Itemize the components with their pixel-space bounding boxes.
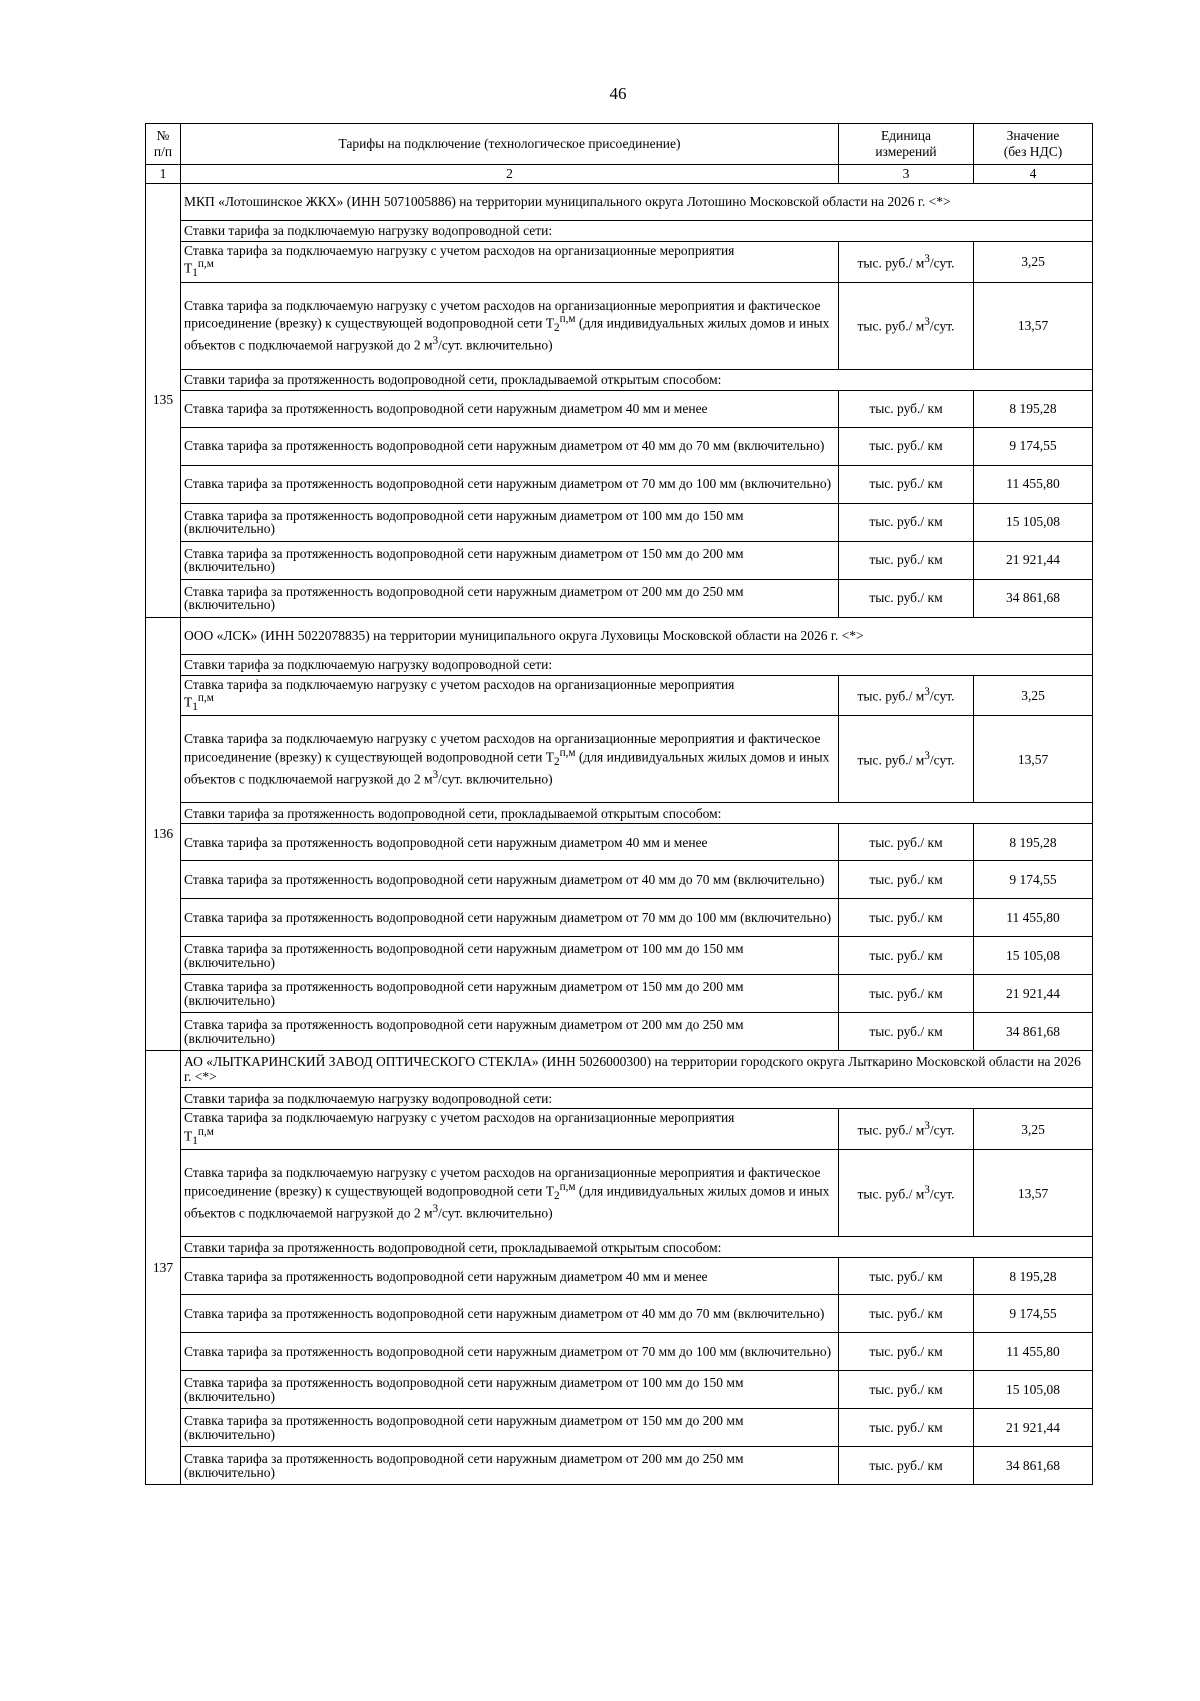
unit-cell: тыс. руб./ км [839,541,974,579]
rate-text: Ставка тарифа за подключаемую нагрузку с учетом расходов на организационные мероприятия [184,676,735,692]
value-cell: 8 195,28 [974,824,1093,861]
rate-description: Ставка тарифа за протяженность водопроводной сети наружным диаметром от 70 мм до 100 мм (включительно) [181,899,839,937]
table-row [146,1258,1093,1295]
unit-text: /сут. [929,255,955,271]
section-title: Ставки тарифа за подключаемую нагрузку водопроводной сети: [181,220,1093,241]
value-cell: 13,57 [974,716,1093,803]
rate-text: /сут. включительно) [438,771,553,787]
value-cell: 15 105,08 [974,1371,1093,1409]
value-cell: 3,25 [974,675,1093,716]
rate-description: Ставка тарифа за протяженность водопроводной сети наружным диаметром 40 мм и менее [181,824,839,861]
group-header-row [146,617,1093,654]
unit-text: /сут. [929,688,955,704]
value-cell: 11 455,80 [974,1333,1093,1371]
rate-description: Ставка тарифа за протяженность водопроводной сети наружным диаметром от 100 мм до 150 мм (включительно) [181,1371,839,1409]
row-number: 137 [146,1051,181,1485]
table-row [146,716,1093,803]
unit-superscript: 3 [924,686,930,699]
section-row [146,803,1093,824]
unit-cell: тыс. руб./ км [839,503,974,541]
unit-cell [839,716,974,803]
rate-description: Ставка тарифа за протяженность водопроводной сети наружным диаметром от 100 мм до 150 мм (включительно) [181,503,839,541]
table-row [146,465,1093,503]
unit-cell: тыс. руб./ км [839,1258,974,1295]
unit-text: тыс. руб./ м [857,1186,925,1202]
section-row [146,369,1093,390]
rate-description [181,1109,839,1150]
section-title: Ставки тарифа за протяженность водопроводной сети, прокладываемой открытым способом: [181,369,1093,390]
value-cell: 21 921,44 [974,1409,1093,1447]
rate-description [181,241,839,282]
value-cell: 3,25 [974,1109,1093,1150]
unit-cell: тыс. руб./ км [839,975,974,1013]
table-row [146,1333,1093,1371]
unit-superscript: 3 [924,316,930,329]
table-row [146,579,1093,617]
rate-text: (для индивидуальных жилых домов и иных объектов с подключаемой нагрузкой до 2 м [184,749,830,787]
table-row [146,675,1093,716]
rate-superscript: п,м [559,747,576,760]
column-number: 4 [974,165,1093,184]
section-row [146,654,1093,675]
rate-description: Ставка тарифа за протяженность водопроводной сети наружным диаметром от 200 мм до 250 мм (включительно) [181,1013,839,1051]
table-body [146,183,1093,1485]
unit-cell [839,1109,974,1150]
unit-cell: тыс. руб./ км [839,1295,974,1333]
unit-cell [839,282,974,369]
table-row [146,241,1093,282]
rate-symbol: Т [184,1128,193,1144]
value-cell: 9 174,55 [974,1295,1093,1333]
rate-subscript: 2 [553,322,560,335]
section-title: Ставки тарифа за протяженность водопроводной сети, прокладываемой открытым способом: [181,803,1093,824]
unit-cell [839,1150,974,1237]
column-number: 2 [181,165,839,184]
unit-text: /сут. [929,1186,955,1202]
value-cell: 15 105,08 [974,937,1093,975]
table-row [146,1409,1093,1447]
unit-cell: тыс. руб./ км [839,861,974,899]
unit-superscript: 3 [432,769,439,782]
rate-description: Ставка тарифа за протяженность водопроводной сети наружным диаметром от 40 мм до 70 мм (включительно) [181,1295,839,1333]
table-row [146,937,1093,975]
header-name: Тарифы на подключение (технологическое присоединение) [181,124,839,165]
unit-cell: тыс. руб./ км [839,427,974,465]
table-row [146,427,1093,465]
rate-text: /сут. включительно) [438,1205,553,1221]
rate-description: Ставка тарифа за протяженность водопроводной сети наружным диаметром от 70 мм до 100 мм (включительно) [181,465,839,503]
unit-cell: тыс. руб./ км [839,465,974,503]
section-row [146,220,1093,241]
table-row [146,899,1093,937]
organization-title: ООО «ЛСК» (ИНН 5022078835) на территории муниципального округа Луховицы Московской области на 2026 г. <*> [181,617,1093,654]
unit-cell: тыс. руб./ км [839,579,974,617]
rate-superscript: п,м [559,1180,576,1193]
unit-superscript: 3 [924,1184,930,1197]
rate-subscript: 1 [192,267,198,280]
value-cell: 34 861,68 [974,1447,1093,1485]
rate-symbol: Т [184,260,193,276]
rate-superscript: п,м [559,313,576,326]
rate-description: Ставка тарифа за протяженность водопроводной сети наружным диаметром от 70 мм до 100 мм (включительно) [181,1333,839,1371]
column-number: 1 [146,165,181,184]
unit-cell: тыс. руб./ км [839,899,974,937]
section-title: Ставки тарифа за протяженность водопроводной сети, прокладываемой открытым способом: [181,1237,1093,1258]
table-row [146,503,1093,541]
section-title: Ставки тарифа за подключаемую нагрузку водопроводной сети: [181,1088,1093,1109]
rate-text: Ставка тарифа за подключаемую нагрузку с учетом расходов на организационные мероприятия [184,1110,735,1126]
rate-description: Ставка тарифа за протяженность водопроводной сети наружным диаметром от 200 мм до 250 мм (включительно) [181,1447,839,1485]
value-cell: 11 455,80 [974,465,1093,503]
unit-cell [839,675,974,716]
unit-text: /сут. [929,752,955,768]
rate-description: Ставка тарифа за протяженность водопроводной сети наружным диаметром от 150 мм до 200 мм (включительно) [181,541,839,579]
unit-text: тыс. руб./ м [857,255,925,271]
section-title: Ставки тарифа за подключаемую нагрузку водопроводной сети: [181,654,1093,675]
unit-cell: тыс. руб./ км [839,390,974,427]
rate-symbol: Т [184,694,193,710]
value-cell: 15 105,08 [974,503,1093,541]
table-row [146,1150,1093,1237]
rate-description: Ставка тарифа за протяженность водопроводной сети наружным диаметром от 200 мм до 250 мм (включительно) [181,579,839,617]
unit-cell: тыс. руб./ км [839,1371,974,1409]
table-row [146,861,1093,899]
rate-description: Ставка тарифа за протяженность водопроводной сети наружным диаметром от 150 мм до 200 мм (включительно) [181,1409,839,1447]
unit-superscript: 3 [924,1120,930,1133]
rate-text: Ставка тарифа за подключаемую нагрузку с учетом расходов на организационные мероприятия [184,242,735,258]
rate-description [181,716,839,803]
tariff-table [145,123,1093,1485]
table-row [146,541,1093,579]
table-row [146,1447,1093,1485]
group-header-row [146,1051,1093,1088]
value-cell: 11 455,80 [974,899,1093,937]
unit-cell: тыс. руб./ км [839,937,974,975]
unit-cell: тыс. руб./ км [839,1409,974,1447]
table-row [146,1109,1093,1150]
rate-superscript: п,м [197,1126,214,1139]
unit-superscript: 3 [432,1203,439,1216]
unit-text: тыс. руб./ м [857,688,925,704]
unit-superscript: 3 [924,750,930,763]
rate-text: (для индивидуальных жилых домов и иных объектов с подключаемой нагрузкой до 2 м [184,315,830,353]
value-cell: 13,57 [974,1150,1093,1237]
table-row [146,390,1093,427]
value-cell: 3,25 [974,241,1093,282]
rate-text: (для индивидуальных жилых домов и иных объектов с подключаемой нагрузкой до 2 м [184,1183,830,1221]
table-row [146,282,1093,369]
group-header-row [146,183,1093,220]
unit-text: /сут. [929,318,955,334]
unit-text: тыс. руб./ м [857,318,925,334]
rate-description [181,675,839,716]
rate-description: Ставка тарифа за протяженность водопроводной сети наружным диаметром от 40 мм до 70 мм (включительно) [181,427,839,465]
unit-text: /сут. [929,1122,955,1138]
rate-description [181,1150,839,1237]
value-cell: 21 921,44 [974,975,1093,1013]
unit-cell [839,241,974,282]
table-row [146,824,1093,861]
unit-text: тыс. руб./ м [857,752,925,768]
table-header-row [146,124,1093,165]
page-number: 46 [609,84,627,103]
value-cell: 9 174,55 [974,427,1093,465]
column-number-row [146,165,1093,184]
row-number: 136 [146,617,181,1051]
unit-cell: тыс. руб./ км [839,1333,974,1371]
table-row [146,1295,1093,1333]
rate-text: Ставка тарифа за подключаемую нагрузку с учетом расходов на организационные мероприятия и фактическое присоединение (врезку) к существующей водопроводной сети Т [184,731,821,765]
rate-superscript: п,м [197,692,214,705]
rate-text: Ставка тарифа за подключаемую нагрузку с учетом расходов на организационные мероприятия и фактическое присоединение (врезку) к существующей водопроводной сети Т [184,1165,821,1199]
unit-cell: тыс. руб./ км [839,1013,974,1051]
unit-text: тыс. руб./ м [857,1122,925,1138]
rate-text: Ставка тарифа за подключаемую нагрузку с учетом расходов на организационные мероприятия и фактическое присоединение (врезку) к существующей водопроводной сети Т [184,297,821,331]
value-cell: 34 861,68 [974,579,1093,617]
rate-subscript: 1 [192,1135,198,1148]
unit-superscript: 3 [924,252,930,265]
row-number: 135 [146,183,181,617]
rate-description: Ставка тарифа за протяженность водопроводной сети наружным диаметром 40 мм и менее [181,1258,839,1295]
rate-text: /сут. включительно) [438,337,553,353]
rate-description: Ставка тарифа за протяженность водопроводной сети наружным диаметром от 100 мм до 150 мм (включительно) [181,937,839,975]
organization-title: АО «ЛЫТКАРИНСКИЙ ЗАВОД ОПТИЧЕСКОГО СТЕКЛА» (ИНН 5026000300) на территории городского округа Лыткарино Московской области на 2026 г. <*> [181,1051,1093,1088]
column-number: 3 [839,165,974,184]
header-unit: Единица измерений [839,124,974,165]
rate-description: Ставка тарифа за протяженность водопроводной сети наружным диаметром от 40 мм до 70 мм (включительно) [181,861,839,899]
organization-title: МКП «Лотошинское ЖКХ» (ИНН 5071005886) на территории муниципального округа Лотошино Московской области на 2026 г. <*> [181,183,1093,220]
section-row [146,1088,1093,1109]
rate-subscript: 2 [553,756,560,769]
rate-description [181,282,839,369]
table-row [146,1013,1093,1051]
value-cell: 34 861,68 [974,1013,1093,1051]
value-cell: 8 195,28 [974,1258,1093,1295]
header-num: № п/п [146,124,181,165]
value-cell: 9 174,55 [974,861,1093,899]
table-row [146,975,1093,1013]
value-cell: 21 921,44 [974,541,1093,579]
section-row [146,1237,1093,1258]
value-cell: 13,57 [974,282,1093,369]
unit-cell: тыс. руб./ км [839,824,974,861]
rate-superscript: п,м [197,258,214,271]
rate-description: Ставка тарифа за протяженность водопроводной сети наружным диаметром от 150 мм до 200 мм (включительно) [181,975,839,1013]
rate-subscript: 2 [553,1190,560,1203]
rate-description: Ставка тарифа за протяженность водопроводной сети наружным диаметром 40 мм и менее [181,390,839,427]
header-value: Значение (без НДС) [974,124,1093,165]
table-row [146,1371,1093,1409]
rate-subscript: 1 [192,701,198,714]
value-cell: 8 195,28 [974,390,1093,427]
unit-superscript: 3 [432,335,439,348]
unit-cell: тыс. руб./ км [839,1447,974,1485]
